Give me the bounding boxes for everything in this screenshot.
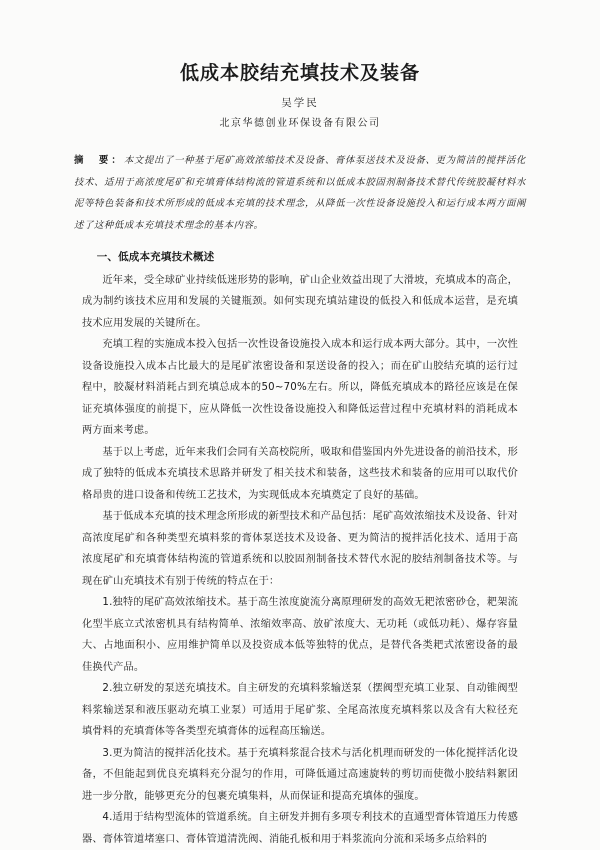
paragraph: 近年来，受全球矿业持续低迷形势的影响，矿山企业效益出现了大滑坡，充填成本的高企，成为制约该技术应用和发展的关键瓶颈。如何实现充填站建设的低投入和低成本运营，是充填技术应用发展的关键所在。 — [82, 274, 518, 329]
paragraph: 基于以上考虑，近年来我们会同有关高校院所，吸取和借鉴国内外先进设备的前沿技术，形成了独特的低成本充填技术思路并研发了相关技术和装备，这些技术和装备的应用可以取代价格昂贵的进口设备和传统工艺技术，为实现低成本充填奠定了良好的基础。 — [82, 446, 518, 501]
abstract-text: 本文提出了一种基于尾矿高效浓缩技术及设备、膏体泵送技术及设备、更为简洁的搅拌活化技术、适用于高浓度尾矿和充填膏体结构流的管道系统和以低成本胶固剂制备技术替代传统胶凝材料水泥等特色装备和技术所形成的低成本充填的技术理念，从降低一次性设备设施投入和运行成本两方面阐述了这种低成本充填技术理念的基本内容。 — [74, 155, 526, 231]
list-item-paragraph: 3.更为简洁的搅拌活化技术。基于充填料浆混合技术与活化机理而研发的一体化搅拌活化设备，不但能起到优良充填料充分混匀的作用，可降低通过高速旋转的剪切而使微小胶结料絮团进一步分散，能够更充分的包裹充填集料，从而保证和提高充填体的强度。 — [82, 747, 518, 802]
abstract — [74, 150, 526, 236]
section-heading: 一、低成本充填技术概述 — [96, 251, 215, 263]
paper-title: 低成本胶结充填技术及装备 — [179, 62, 420, 84]
list-item-paragraph: 1.独特的尾矿高效浓缩技术。基于高生浓度旋流分离原理研发的高效无耙浓密砂仓，耙架流化型半底立式浓密机具有结构简单、浓缩效率高、放矿浓度大、无功耗（或低功耗）、爆存容量大、占地面积小、应用维护简单以及投资成本低等独特的优点，是替代各类耙式浓密设备的最佳换代产品。 — [82, 597, 518, 673]
paragraph: 基于低成本充填的技术理念所形成的新型技术和产品包括：尾矿高效浓缩技术及设备、针对高浓度尾矿和各种类型充填料浆的膏体泵送技术及设备、更为简洁的搅拌活化技术、适用于高浓度尾矿和充填膏体结构流的管道系统和以胶固剂制备技术替代水泥的胶结剂制备技术等。与现在矿山充填技术有别于传统的特点在于： — [82, 511, 518, 587]
paragraph: 充填工程的实施成本投入包括一次性设备设施投入成本和运行成本两大部分。其中，一次性设备设施投入成本占比最大的是尾矿浓密设备和泵送设备的投入；而在矿山胶结充填的运行过程中，胶凝材料消耗占到充填总成本的50~70%左右。所以，降低充填成本的路径应该是在保证充填体强度的前提下，应从降低一次性设备设施投入和降低运营过程中充填材料的消耗成本两方面来考虑。 — [82, 339, 518, 436]
list-item-paragraph: 2.独立研发的泵送充填技术。自主研发的充填料浆输送泵（摆阀型充填工业泵、自动锥阀型料浆输送泵和液压驱动充填工业泵）可适用于尾矿浆、全尾高浓度充填料浆以及含有大粒径充填骨料的充填膏体等各类型充填膏体的远程高压输送。 — [82, 683, 518, 737]
author-affiliation: 北京华德创业环保设备有限公司 — [219, 118, 381, 129]
section-1 — [82, 247, 518, 850]
list-item-paragraph: 4.适用于结构型流体的管道系统。自主研发并拥有多项专利技术的直通型膏体管道压力传感器、膏体管道堵塞口、膏体管道清洗阀、消能孔板和用于料浆流向分流和采场多点给料的 — [82, 812, 518, 845]
abstract-label: 摘 要： — [74, 155, 124, 166]
author-name: 吴学民 — [281, 97, 319, 109]
